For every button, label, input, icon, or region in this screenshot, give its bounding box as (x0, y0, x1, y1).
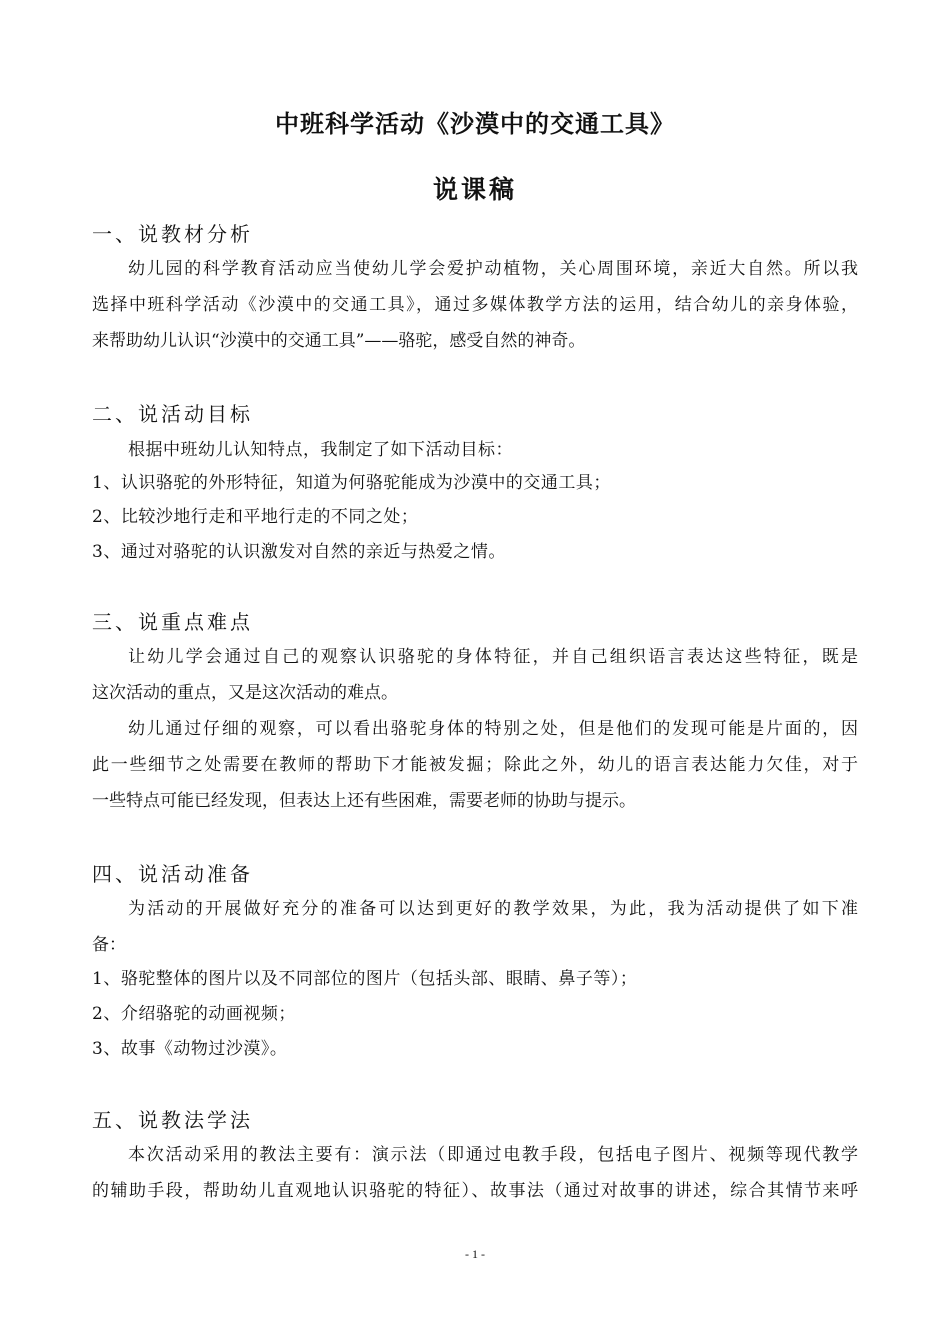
section-5-line-2: 的辅助手段，帮助幼儿直观地认识骆驼的特征）、故事法（通过对故事的讲述，综合其情节来呼 (92, 1181, 858, 1201)
section-3-line-3: 幼儿通过仔细的观察，可以看出骆驼身体的特别之处，但是他们的发现可能是片面的，因 (128, 719, 858, 739)
section-1-line-2: 选择中班科学活动《沙漠中的交通工具》，通过多媒体教学方法的运用，结合幼儿的亲身体验， (92, 295, 858, 315)
section-1-line-3: 来帮助幼儿认识“沙漠中的交通工具”——骆驼，感受自然的神奇。 (92, 331, 586, 351)
section-heading-4: 四、说活动准备 (92, 862, 253, 886)
section-3-line-1: 让幼儿学会通过自己的观察认识骆驼的身体特征，并自己组织语言表达这些特征，既是 (128, 647, 858, 667)
section-3-line-4: 此一些细节之处需要在教师的帮助下才能被发掘；除此之外，幼儿的语言表达能力欠佳，对于 (92, 755, 858, 775)
section-3-line-2: 这次活动的重点，又是这次活动的难点。 (92, 683, 398, 703)
prep-item-1: 1、骆驼整体的图片以及不同部位的图片（包括头部、眼睛、鼻子等）； (92, 969, 638, 989)
section-heading-2: 二、说活动目标 (92, 402, 253, 426)
section-2-intro: 根据中班幼儿认知特点，我制定了如下活动目标： (128, 440, 513, 460)
goal-item-1: 1、认识骆驼的外形特征，知道为何骆驼能成为沙漠中的交通工具； (92, 473, 611, 493)
prep-item-2: 2、介绍骆驼的动画视频； (92, 1004, 296, 1024)
goal-item-2: 2、比较沙地行走和平地行走的不同之处； (92, 507, 419, 527)
section-1-line-1: 幼儿园的科学教育活动应当使幼儿学会爱护动植物，关心周围环境，亲近大自然。所以我 (128, 259, 858, 279)
document-subtitle: 说课稿 (432, 175, 517, 204)
prep-item-3: 3、故事《动物过沙漠》。 (92, 1039, 288, 1059)
page-number: - 1 - (465, 1247, 485, 1261)
section-heading-5: 五、说教法学法 (92, 1108, 253, 1132)
section-4-line-2: 备： (92, 935, 126, 955)
section-4-line-1: 为活动的开展做好充分的准备可以达到更好的教学效果，为此，我为活动提供了如下准 (128, 899, 858, 919)
section-5-line-1: 本次活动采用的教法主要有：演示法（即通过电教手段，包括电子图片、视频等现代教学 (128, 1145, 858, 1165)
section-3-line-5: 一些特点可能已经发现，但表达上还有些困难，需要老师的协助与提示。 (92, 791, 636, 811)
section-heading-1: 一、说教材分析 (92, 222, 253, 246)
goal-item-3: 3、通过对骆驼的认识激发对自然的亲近与热爱之情。 (92, 542, 506, 562)
section-heading-3: 三、说重点难点 (92, 610, 253, 634)
document-title: 中班科学活动《沙漠中的交通工具》 (275, 110, 675, 138)
